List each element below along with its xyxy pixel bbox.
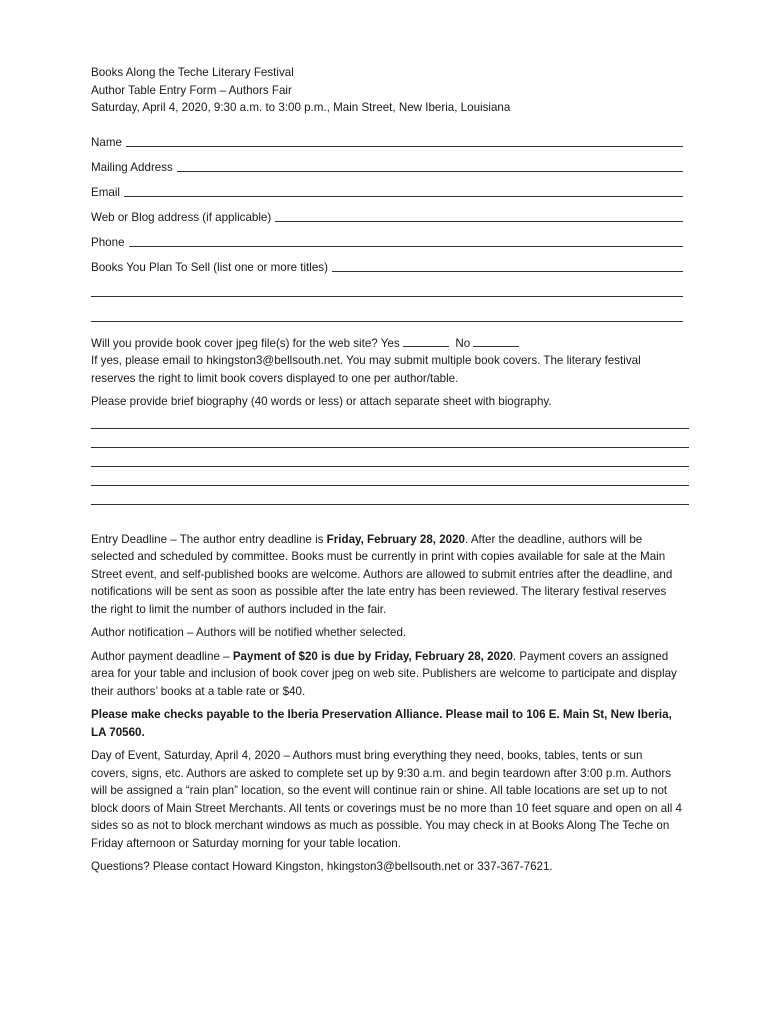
cover-yes-blank[interactable]	[403, 336, 449, 347]
cover-question	[91, 335, 683, 353]
checks-instructions	[91, 706, 683, 741]
name-label: Name	[91, 136, 122, 149]
email-input-line[interactable]	[124, 196, 683, 197]
web-field[interactable]	[91, 202, 683, 227]
cover-question-text: Will you provide book cover jpeg file(s) for the web site? Yes	[91, 336, 400, 350]
entry-deadline-date: Friday, February 28, 2020	[326, 532, 466, 546]
books-extra-line[interactable]	[91, 302, 683, 327]
payment-amount-deadline: Payment of $20 is due by Friday, February 28, 2020	[232, 649, 513, 663]
phone-field[interactable]	[91, 227, 683, 252]
mailing-address-label: Mailing Address	[91, 161, 173, 174]
cover-no-label: No	[455, 336, 471, 350]
form-content	[91, 64, 683, 882]
author-notification: Author notification – Authors will be notified whether selected.	[91, 626, 407, 639]
name-input-line[interactable]	[126, 146, 683, 147]
books-extra-line[interactable]	[91, 277, 683, 302]
email-field[interactable]	[91, 177, 683, 202]
bio-line[interactable]	[91, 490, 683, 509]
phone-label: Phone	[91, 236, 125, 249]
festival-title: Books Along the Teche Literary Festival	[91, 66, 294, 79]
bio-line[interactable]	[91, 471, 683, 490]
payment-paragraph	[91, 648, 683, 701]
cover-info: If yes, please email to hkingston3@bellsouth.net. You may submit multiple book covers. The literary festival reserves the right to limit book covers displayed to one per author/table.	[91, 354, 641, 385]
web-label: Web or Blog address (if applicable)	[91, 211, 272, 224]
questions-contact: Questions? Please contact Howard Kingston, hkingston3@bellsouth.net or 337-367-7621.	[91, 860, 553, 873]
entry-deadline-lead: Entry Deadline – The author entry deadline is	[91, 532, 327, 546]
bio-line[interactable]	[91, 452, 683, 471]
bio-prompt: Please provide brief biography (40 words or less) or attach separate sheet with biography.	[91, 395, 552, 408]
name-field[interactable]	[91, 127, 683, 152]
books-input-line[interactable]	[332, 271, 683, 272]
entry-deadline-rest: . After the deadline, authors will be selected and scheduled by committee. Books must be currently in print with copies available for sale at the Main Street event, and self-published books are welcome. Authors are allowed to submit entries after the deadline, and notifications will be sent as soon as possible after the late entry has been reviewed. The literary festival reserves the right to limit the number of authors included in the fair.	[91, 532, 673, 616]
web-input-line[interactable]	[275, 221, 683, 222]
phone-input-line[interactable]	[129, 246, 683, 247]
bio-line[interactable]	[91, 414, 683, 433]
form-header	[91, 64, 683, 117]
mailing-address-input-line[interactable]	[177, 171, 683, 172]
payment-lead: Author payment deadline –	[91, 649, 233, 663]
books-label: Books You Plan To Sell (list one or more titles)	[91, 261, 328, 274]
email-label: Email	[91, 186, 120, 199]
books-field[interactable]	[91, 252, 683, 277]
event-day-paragraph: Day of Event, Saturday, April 4, 2020 – Authors must bring everything they need, books, tables, tents or sun covers, signs, etc. Authors are asked to complete set up by 9:30 a.m. and begin teardown after 3:00 p.m. Authors will be assigned a “rain plan” location, so the event will continue rain or shine. All table locations are set up to not block doors of Main Street Merchants. All tents or coverings must be no more than 10 feet square and open on all 4 sides so as not to block merchant windows as much as possible. You may check in at Books Along The Teche on Friday afternoon or Saturday morning for your table location.	[91, 749, 682, 850]
entry-deadline-paragraph	[91, 531, 683, 619]
event-date-location: Saturday, April 4, 2020, 9:30 a.m. to 3:00 p.m., Main Street, New Iberia, Louisiana	[91, 101, 511, 114]
bio-line[interactable]	[91, 433, 683, 452]
form-title: Author Table Entry Form – Authors Fair	[91, 83, 292, 97]
payment-rest: . Payment covers an assigned area for your table and inclusion of book cover jpeg on web site. Publishers are welcome to participate and display their authors’ books at a table rate or $40.	[91, 649, 677, 698]
cover-no-blank[interactable]	[473, 336, 519, 347]
mailing-address-field[interactable]	[91, 152, 683, 177]
checks-text: Please make checks payable to the Iberia Preservation Alliance. Please mail to 106 E. Main St, New Iberia, LA 70560.	[91, 708, 672, 739]
